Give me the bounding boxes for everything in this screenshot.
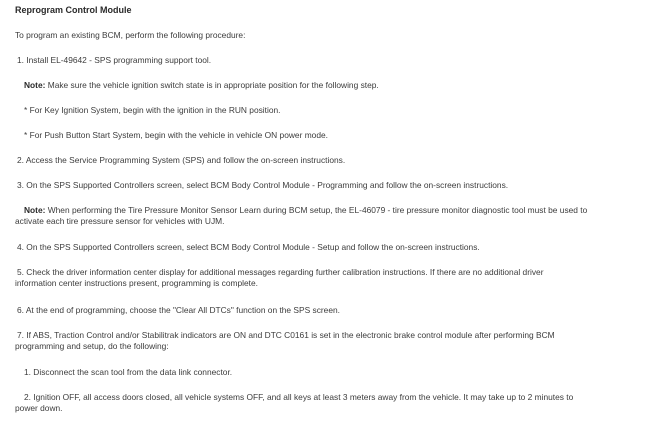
substep-1: 1. Disconnect the scan tool from the data link connector. <box>24 367 233 377</box>
step-5: 5. Check the driver information center display for additional messages regarding further calibration instructions. If there are no additional driver <box>17 267 544 277</box>
step-2: 2. Access the Service Programming System (SPS) and follow the on-screen instructions. <box>17 155 346 165</box>
step-4: 4. On the SPS Supported Controllers screen, select BCM Body Control Module - Setup and follow the on-screen instructions. <box>17 242 480 252</box>
note-text: When performing the Tire Pressure Monitor Sensor Learn during BCM setup, the EL-46079 - tire pressure monitor diagnostic tool must be used to <box>47 205 588 215</box>
step-7: 7. If ABS, Traction Control and/or Stabilitrak indicators are ON and DTC C0161 is set in the electronic brake control module after performing BCM <box>17 330 555 340</box>
note-bullet-push-button: * For Push Button Start System, begin with the vehicle in vehicle ON power mode. <box>24 130 328 140</box>
note-label: Note: <box>24 80 46 90</box>
substep-2: 2. Ignition OFF, all access doors closed, all vehicle systems OFF, and all keys at least 3 meters away from the vehicle. It may take up to 2 minutes to <box>24 392 574 402</box>
step-3: 3. On the SPS Supported Controllers screen, select BCM Body Control Module - Programming and follow the on-screen instructions. <box>17 180 509 190</box>
page-title: Reprogram Control Module <box>15 5 132 15</box>
note-bullet-key-ignition: * For Key Ignition System, begin with the ignition in the RUN position. <box>24 105 281 115</box>
note-1 <box>24 80 650 92</box>
step-7-continued: programming and setup, do the following: <box>15 341 169 351</box>
note-label: Note: <box>24 205 46 215</box>
step-5-continued: information center instructions present, programming is complete. <box>15 278 258 288</box>
note-2-continued: activate each tire pressure sensor for vehicles with UJM. <box>15 216 225 226</box>
substep-2-continued: power down. <box>15 403 63 413</box>
step-6: 6. At the end of programming, choose the "Clear All DTCs" function on the SPS screen. <box>17 305 340 315</box>
note-2 <box>24 205 650 217</box>
step-1: 1. Install EL-49642 - SPS programming support tool. <box>17 55 212 65</box>
intro-text: To program an existing BCM, perform the following procedure: <box>15 30 246 40</box>
note-text: Make sure the vehicle ignition switch state is in appropriate position for the following step. <box>47 80 379 90</box>
